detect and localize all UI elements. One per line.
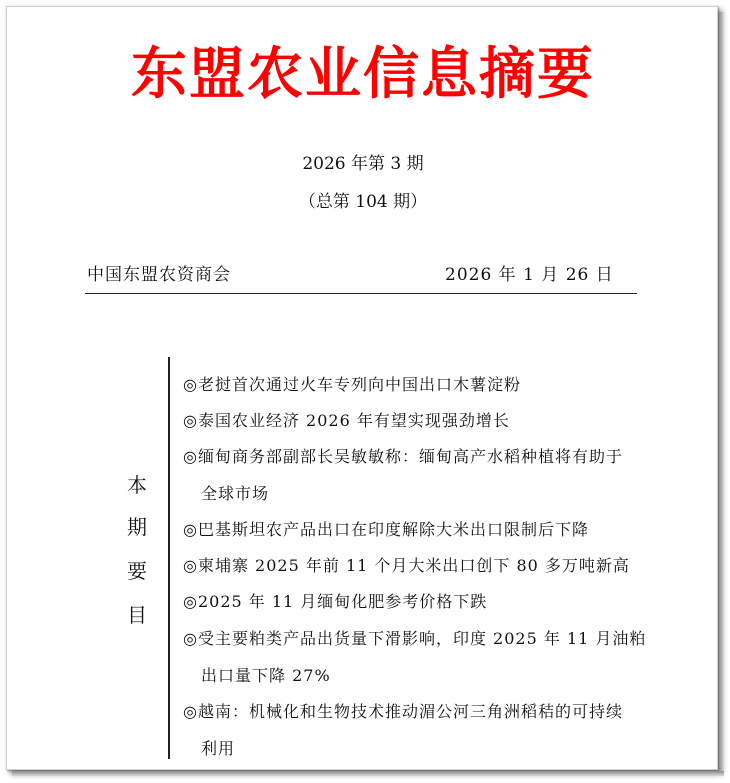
toc-item [183,591,653,613]
page-shadow-bottom [12,771,724,776]
toc-item-text-continued: 利用 [201,739,236,758]
toc-item [183,446,653,505]
total-issue-number: （总第 104 期） [298,192,428,212]
publisher-name: 中国东盟农资商会 [87,265,231,285]
toc-item [183,410,653,432]
toc-item [183,701,653,760]
toc-label-char: 本 [127,473,147,497]
toc-item-text: ◎巴基斯坦农产品出口在印度解除大米出口限制后下降 [183,520,589,539]
toc-label-char: 目 [127,603,147,627]
toc-item-text: ◎泰国农业经济 2026 年有望实现强劲增长 [183,411,510,430]
toc-item-text: ◎2025 年 11 月缅甸化肥参考价格下跌 [183,592,488,611]
toc-item-text-continued: 出口量下降 27% [201,666,331,685]
toc-label-char: 期 [127,515,147,539]
toc-item-text: ◎柬埔寨 2025 年前 11 个月大米出口创下 80 多万吨新高 [183,556,630,575]
toc-label-char: 要 [127,559,147,583]
document-title: 东盟农业信息摘要 [131,42,595,107]
toc-item-text: ◎老挝首次通过火车专列向中国出口木薯淀粉 [183,375,521,394]
toc-item-text: ◎越南：机械化和生物技术推动湄公河三角洲稻秸的可持续 [183,702,623,721]
toc-item [183,628,653,687]
toc-item-text: ◎缅甸商务部副部长吴敏敏称：缅甸高产水稻种植将有助于 [183,447,623,466]
document-page [6,6,718,770]
toc-item [183,519,653,541]
toc-item [183,374,653,396]
toc-item-text: ◎受主要粕类产品出货量下滑影响，印度 2025 年 11 月油粕 [183,629,647,648]
toc-item [183,555,653,577]
publish-date: 2026 年 1 月 26 日 [445,265,614,285]
header-divider [85,293,637,294]
toc-item-text-continued: 全球市场 [201,484,270,503]
page-shadow-right [719,12,724,772]
toc-vertical-divider [168,357,170,759]
issue-number: 2026 年第 3 期 [302,154,424,174]
